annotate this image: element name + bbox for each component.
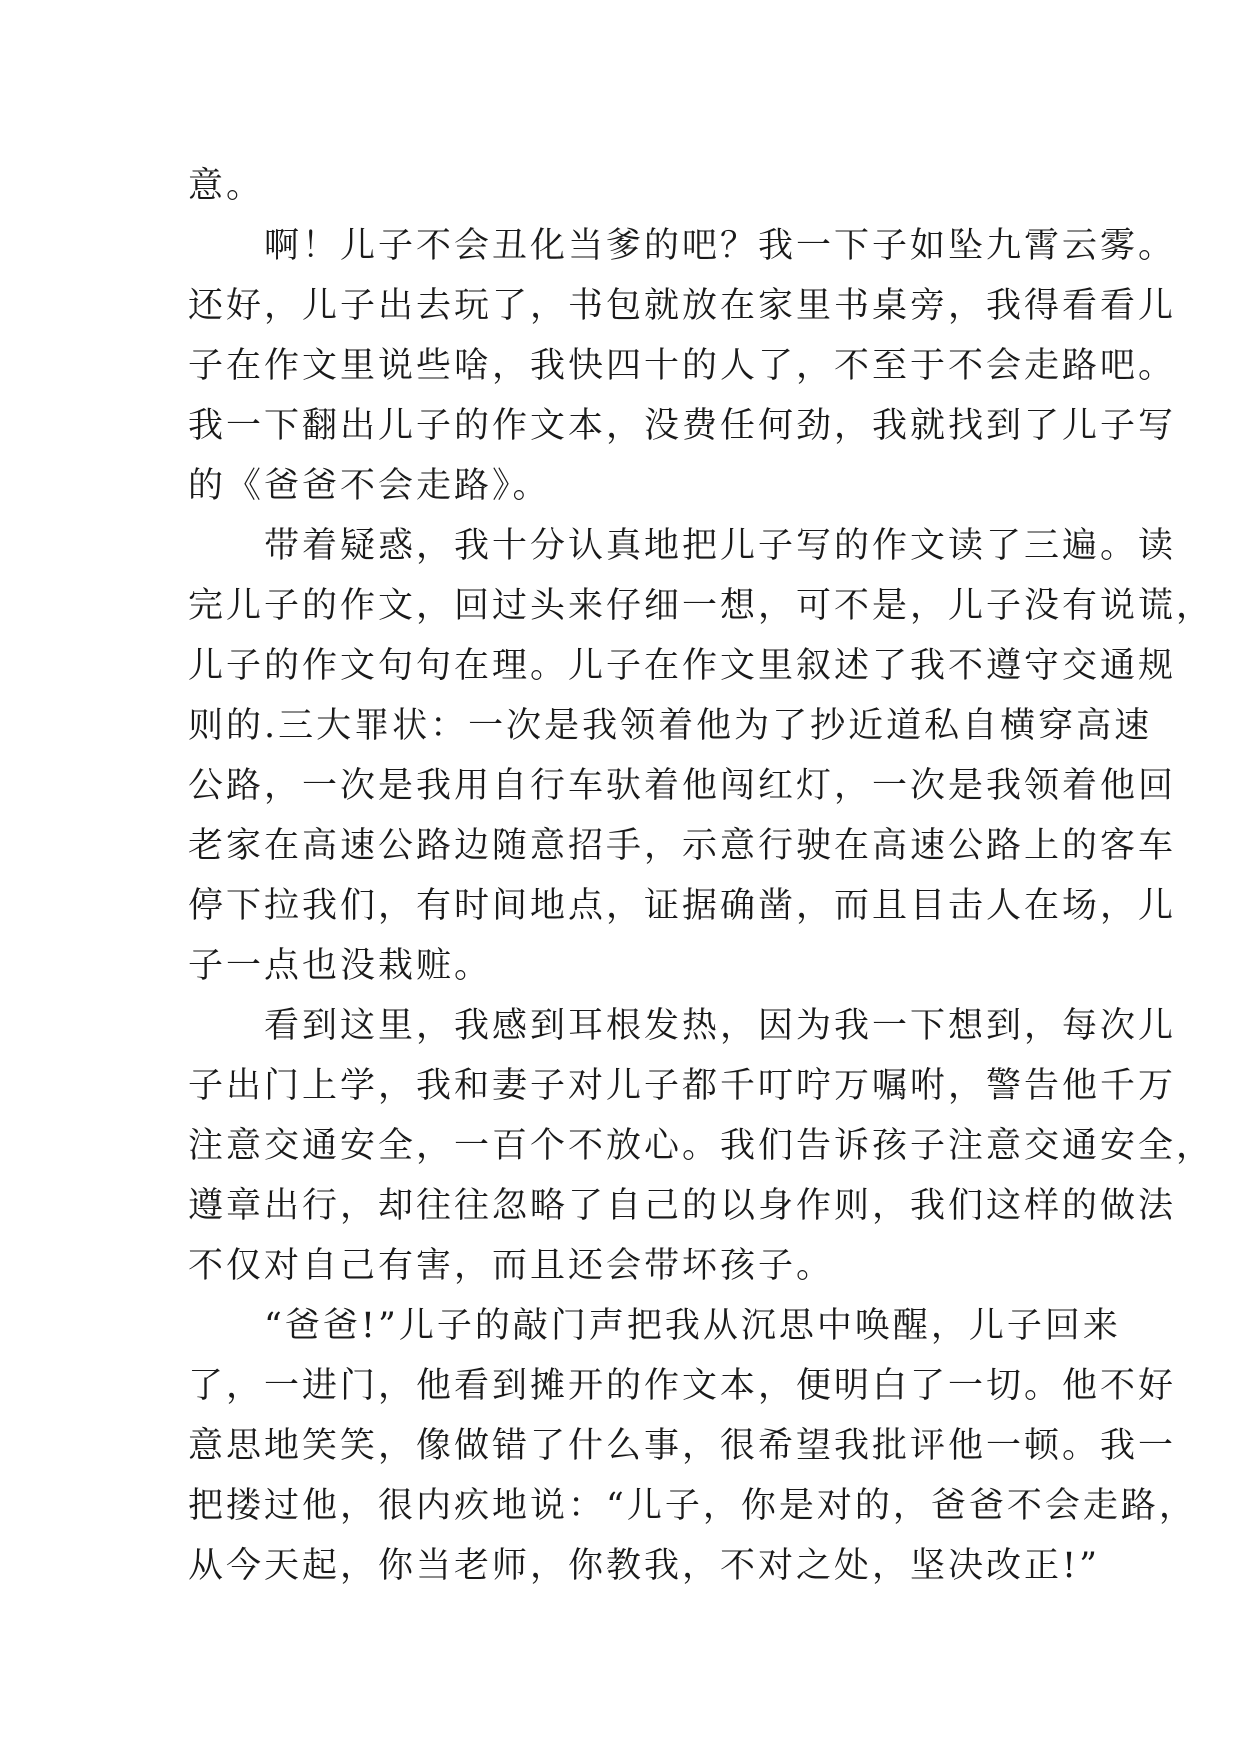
text-line: 完儿子的作文，回过头来仔细一想，可不是，儿子没有说谎， — [188, 586, 1215, 626]
text-line: 则的.三大罪状：一次是我领着他为了抄近道私自横穿高速 — [188, 706, 1153, 746]
text-line: 停下拉我们，有时间地点，证据确凿，而且目击人在场，儿 — [188, 886, 1177, 926]
text-line: 把搂过他，很内疚地说：“儿子，你是对的，爸爸不会走路， — [188, 1486, 1197, 1526]
text-line: 从今天起，你当老师，你教我，不对之处，坚决改正!” — [188, 1546, 1100, 1586]
text-line: 子出门上学，我和妻子对儿子都千叮咛万嘱咐，警告他千万 — [188, 1066, 1177, 1106]
text-line: 遵章出行，却往往忽略了自己的以身作则，我们这样的做法 — [188, 1186, 1177, 1226]
text-line: 的《爸爸不会走路》。 — [188, 466, 551, 506]
paragraph — [188, 1296, 1197, 1596]
text-line: 老家在高速公路边随意招手，示意行驶在高速公路上的客车 — [188, 826, 1177, 866]
text-line: 啊！儿子不会丑化当爹的吧？我一下子如坠九霄云雾。 — [188, 226, 1177, 266]
text-line: 意思地笑笑，像做错了什么事，很希望我批评他一顿。我一 — [188, 1426, 1177, 1466]
text-line: 意。 — [188, 166, 265, 206]
text-line: 公路，一次是我用自行车驮着他闯红灯，一次是我领着他回 — [188, 766, 1177, 806]
text-line: 儿子的作文句句在理。儿子在作文里叙述了我不遵守交通规 — [188, 646, 1177, 686]
text-line: 子一点也没栽赃。 — [188, 946, 493, 986]
text-line: 了，一进门，他看到摊开的作文本，便明白了一切。他不好 — [188, 1366, 1177, 1406]
text-line: 不仅对自己有害，而且还会带坏孩子。 — [188, 1246, 835, 1286]
text-line: “爸爸!”儿子的敲门声把我从沉思中唤醒，儿子回来 — [188, 1306, 1121, 1346]
text-line: 看到这里，我感到耳根发热，因为我一下想到，每次儿 — [188, 1006, 1177, 1046]
text-line: 带着疑惑，我十分认真地把儿子写的作文读了三遍。读 — [188, 526, 1177, 566]
paragraph — [188, 156, 1068, 216]
text-line: 还好，儿子出去玩了，书包就放在家里书桌旁，我得看看儿 — [188, 286, 1177, 326]
text-line: 我一下翻出儿子的作文本，没费任何劲，我就找到了儿子写 — [188, 406, 1177, 446]
paragraph — [188, 996, 1215, 1296]
text-line: 注意交通安全，一百个不放心。我们告诉孩子注意交通安全， — [188, 1126, 1215, 1166]
text-line: 子在作文里说些啥，我快四十的人了，不至于不会走路吧。 — [188, 346, 1177, 386]
paragraph — [188, 216, 1177, 516]
document-body — [188, 156, 1215, 1596]
paragraph — [188, 516, 1215, 996]
